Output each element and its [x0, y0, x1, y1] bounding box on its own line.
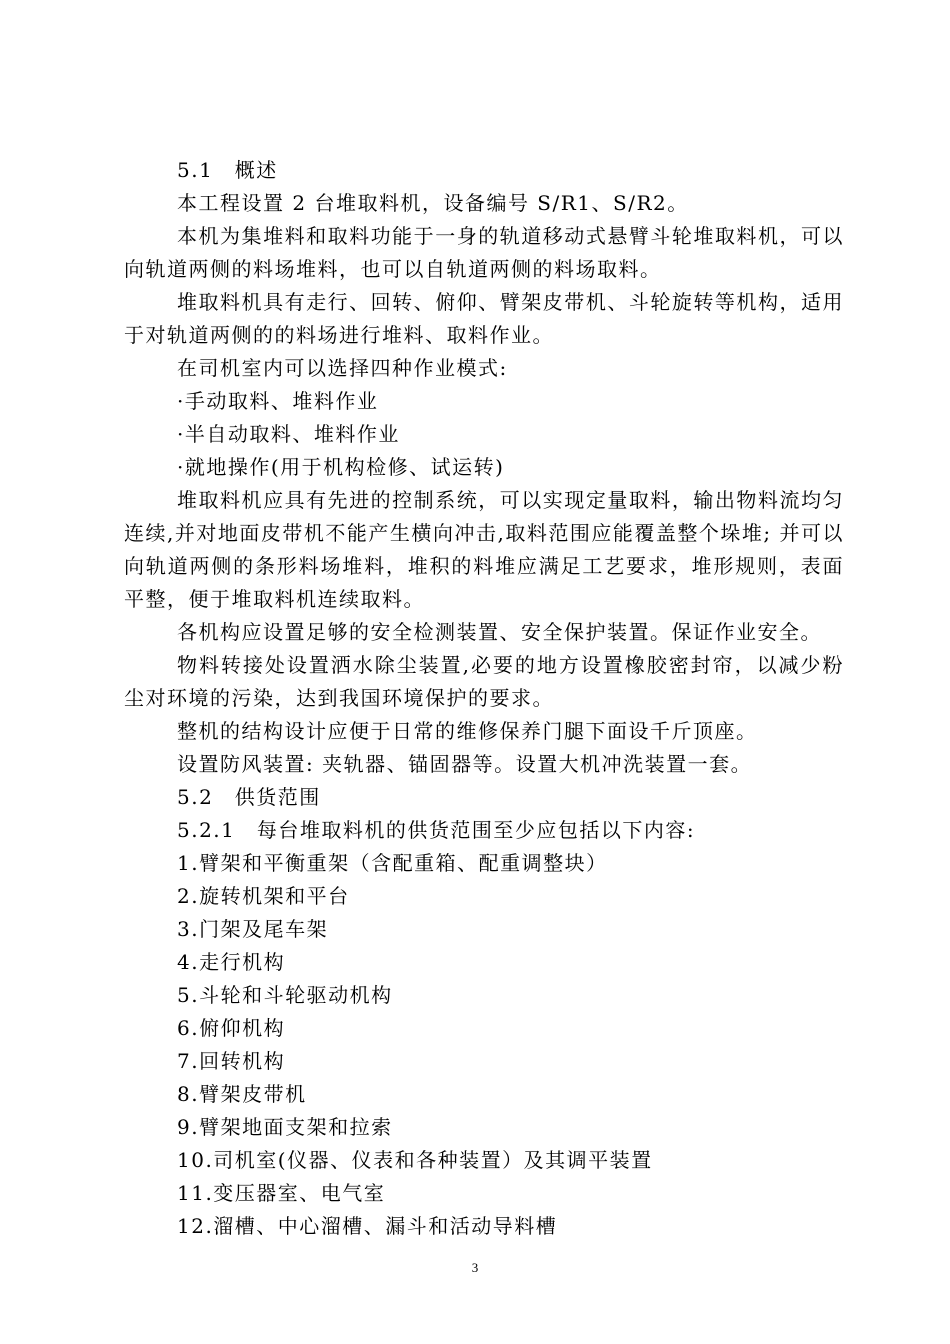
paragraph: 各机构应设置足够的安全检测装置、安全保护装置。保证作业安全。 [177, 620, 822, 644]
paragraph: 设置防风装置: 夹轨器、锚固器等。设置大机冲洗装置一套。 [177, 752, 753, 776]
section-heading-5-2: 5.2 供货范围 [177, 785, 321, 809]
supply-list-item: 2.旋转机架和平台 [177, 884, 350, 908]
paragraph: 物料转接处设置洒水除尘装置,必要的地方设置橡胶密封帘，以减少粉尘对环境的污染，达到我国环境保护的要求。 [124, 653, 844, 710]
section-heading-5-1: 5.1 概述 [177, 158, 278, 182]
mode-list-item: ·就地操作(用于机构检修、试运转) [177, 455, 505, 479]
supply-list-item: 3.门架及尾车架 [177, 917, 329, 941]
paragraph: 堆取料机应具有先进的控制系统，可以实现定量取料，输出物料流均匀连续,并对地面皮带机不能产生横向冲击,取料范围应能覆盖整个垛堆; 并可以向轨道两侧的条形料场堆料，堆积的料堆应满足工艺要求，堆形规则，表面平整，便于堆取料机连续取料。 [124, 488, 844, 611]
supply-list-item: 10.司机室(仪器、仪表和各种装置）及其调平装置 [177, 1148, 653, 1172]
paragraph: 本工程设置 2 台堆取料机，设备编号 S/R1、S/R2。 [177, 191, 689, 215]
supply-list-item: 1.臂架和平衡重架（含配重箱、配重调整块） [177, 851, 608, 875]
paragraph: 本机为集堆料和取料功能于一身的轨道移动式悬臂斗轮堆取料机，可以向轨道两侧的料场堆料，也可以自轨道两侧的料场取料。 [124, 224, 844, 281]
page-number: 3 [471, 1260, 479, 1275]
subsection-heading-5-2-1: 5.2.1 每台堆取料机的供货范围至少应包括以下内容: [177, 818, 696, 842]
supply-list-item: 6.俯仰机构 [177, 1016, 286, 1040]
supply-list-item: 5.斗轮和斗轮驱动机构 [177, 983, 393, 1007]
supply-list-item: 11.变压器室、电气室 [177, 1181, 386, 1205]
paragraph: 堆取料机具有走行、回转、俯仰、臂架皮带机、斗轮旋转等机构，适用于对轨道两侧的的料场进行堆料、取料作业。 [124, 290, 844, 347]
supply-list-item: 12.溜槽、中心溜槽、漏斗和活动导料槽 [177, 1214, 558, 1238]
supply-list-item: 4.走行机构 [177, 950, 286, 974]
paragraph: 在司机室内可以选择四种作业模式: [177, 356, 508, 380]
supply-list-item: 8.臂架皮带机 [177, 1082, 307, 1106]
supply-list-item: 7.回转机构 [177, 1049, 286, 1073]
mode-list-item: ·半自动取料、堆料作业 [177, 422, 400, 446]
document-body [124, 154, 844, 1243]
paragraph: 整机的结构设计应便于日常的维修保养门腿下面设千斤顶座。 [177, 719, 758, 743]
supply-list-item: 9.臂架地面支架和拉索 [177, 1115, 393, 1139]
mode-list-item: ·手动取料、堆料作业 [177, 389, 379, 413]
